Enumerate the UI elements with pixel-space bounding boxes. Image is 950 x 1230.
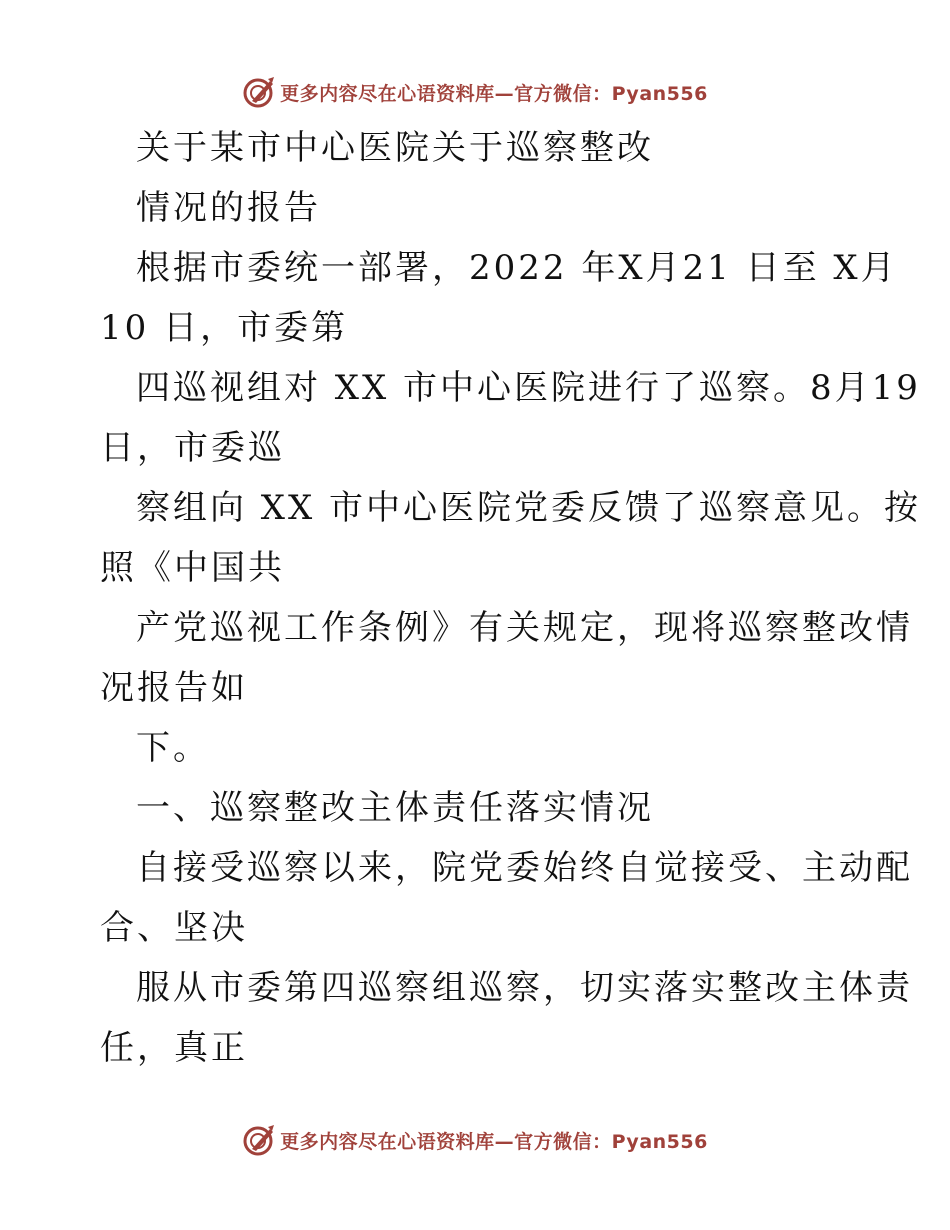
document-line: 下。	[136, 728, 210, 768]
document-line: 服从市委第四巡察组巡察，切实落实整改主体责	[136, 968, 913, 1008]
document-line: 自接受巡察以来，院党委始终自觉接受、主动配	[136, 848, 913, 888]
document-line: 产党巡视工作条例》有关规定，现将巡察整改情	[136, 608, 913, 648]
document-line: 情况的报告	[136, 188, 321, 228]
document-body	[100, 118, 922, 1078]
document-line: 关于某市中心医院关于巡察整改	[136, 128, 654, 168]
header-banner-text: 更多内容尽在心语资料库—官方微信：Pyan556	[280, 82, 708, 105]
document-line: 一、巡察整改主体责任落实情况	[136, 788, 654, 828]
document-line: 照《中国共	[100, 548, 285, 588]
document-line: 况报告如	[100, 668, 248, 708]
document-line: 任，真正	[100, 1028, 248, 1068]
red-quill-seal-icon	[242, 75, 276, 109]
footer-banner-text: 更多内容尽在心语资料库—官方微信：Pyan556	[280, 1130, 708, 1153]
document-line: 四巡视组对 XX 市中心医院进行了巡察。8月19	[136, 368, 921, 408]
document-line: 合、坚决	[100, 908, 248, 948]
document-line: 10 日，市委第	[100, 308, 349, 348]
document-line: 察组向 XX 市中心医院党委反馈了巡察意见。按	[136, 488, 922, 528]
red-quill-seal-icon	[242, 1123, 276, 1157]
document-line: 根据市委统一部署，2022 年X月21 日至 X月	[136, 248, 898, 288]
document-line: 日，市委巡	[100, 428, 285, 468]
header-banner	[0, 72, 950, 112]
footer-banner	[0, 1120, 950, 1160]
